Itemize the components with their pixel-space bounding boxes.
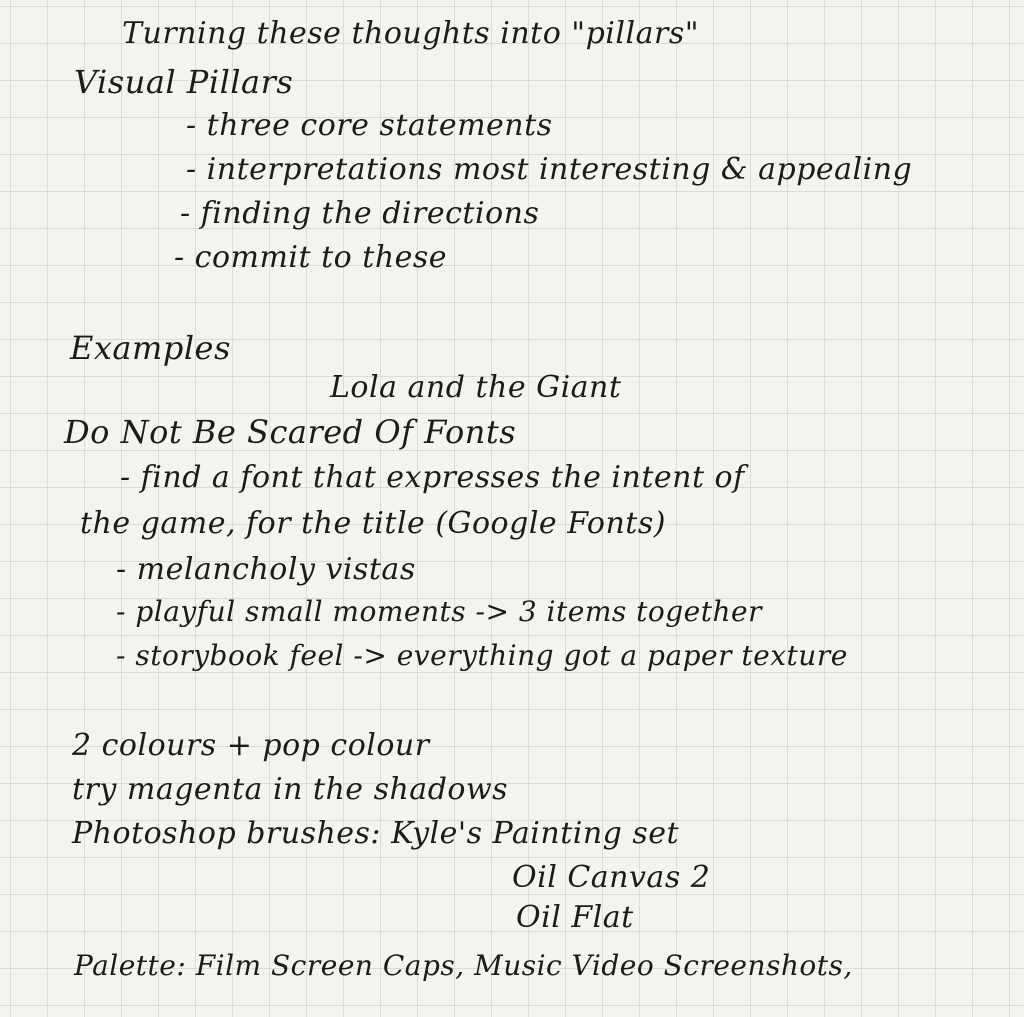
font-note-line: the game, for the title (Google Fonts): [80, 506, 666, 541]
visual-pillars-heading: Visual Pillars: [74, 63, 294, 101]
colours-line: 2 colours + pop colour: [72, 728, 430, 763]
palette-line: Palette: Film Screen Caps, Music Video Screenshots,: [74, 949, 853, 982]
magenta-line: try magenta in the shadows: [72, 772, 509, 807]
font-note-line: - find a font that expresses the intent of: [120, 460, 745, 495]
pillar-item: - commit to these: [174, 240, 448, 275]
game-title: Lola and the Giant: [330, 370, 622, 405]
fonts-heading: Do Not Be Scared Of Fonts: [64, 413, 517, 451]
example-bullet: - storybook feel -> everything got a paper texture: [116, 639, 848, 672]
examples-heading: Examples: [70, 329, 231, 367]
pillar-item: - three core statements: [186, 108, 553, 143]
brush-item: Oil Canvas 2: [512, 860, 711, 895]
example-bullet: - playful small moments -> 3 items together: [116, 595, 762, 628]
brushes-line: Photoshop brushes: Kyle's Painting set: [72, 816, 680, 851]
example-bullet: - melancholy vistas: [116, 552, 416, 587]
brush-item: Oil Flat: [516, 900, 634, 935]
pillar-item: - interpretations most interesting & appealing: [186, 152, 913, 187]
note-title: Turning these thoughts into "pillars": [122, 16, 700, 51]
pillar-item: - finding the directions: [180, 196, 540, 231]
